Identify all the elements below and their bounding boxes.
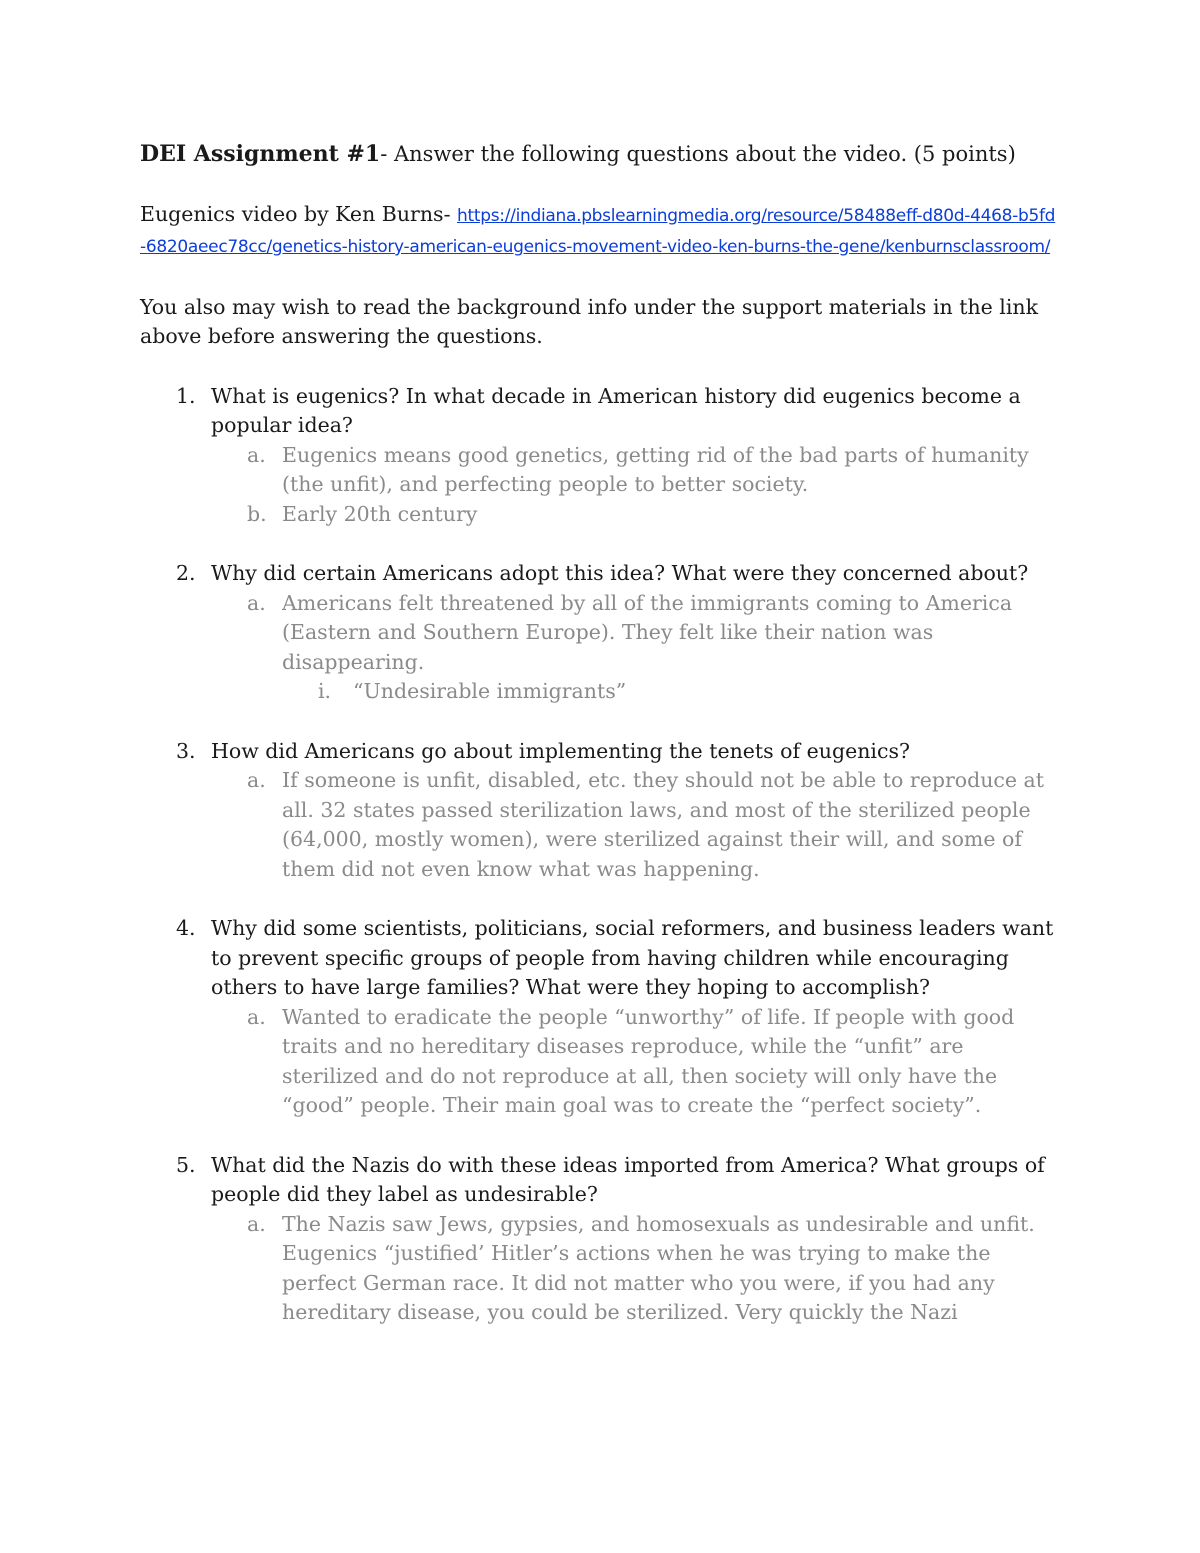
- question-text: Why did some scientists, politicians, social reformers, and business leaders want to prevent specific groups of people from having children while encouraging others to have large families? What were they hoping to accomplish?: [211, 916, 1054, 999]
- answer-1b: [211, 500, 1060, 530]
- answers-list: [211, 441, 1060, 530]
- answer-text: Early 20th century: [282, 501, 478, 526]
- questions-list: [140, 382, 1060, 1328]
- answer-2a: [211, 589, 1060, 707]
- video-label: Eugenics video by Ken Burns-: [140, 201, 458, 226]
- answers-list: [211, 589, 1060, 707]
- answers-list: [211, 766, 1060, 884]
- question-3: [140, 737, 1060, 885]
- answer-text: Eugenics means good genetics, getting rid of the bad parts of humanity (the unfit), and perfecting people to better society.: [282, 442, 1029, 496]
- answer-1a: [211, 441, 1060, 500]
- question-number: 4.: [176, 916, 196, 940]
- question-text: How did Americans go about implementing the tenets of eugenics?: [211, 738, 910, 763]
- question-number: 3.: [176, 738, 196, 763]
- question-4: [140, 914, 1060, 1121]
- answer-letter: a.: [247, 1004, 266, 1029]
- subanswers-list: [282, 677, 1060, 707]
- answer-2a-i: [282, 677, 1060, 707]
- subanswer-text: “Undesirable immigrants”: [353, 679, 627, 703]
- assignment-instructions: - Answer the following questions about the video. (5 points): [380, 142, 1016, 166]
- question-number: 5.: [176, 1152, 196, 1177]
- answer-letter: b.: [247, 501, 267, 526]
- video-reference: [140, 200, 1060, 263]
- question-text: What is eugenics? In what decade in American history did eugenics become a popular idea?: [211, 383, 1021, 437]
- assignment-heading: [140, 140, 1060, 170]
- answers-list: [211, 1003, 1060, 1121]
- question-text: What did the Nazis do with these ideas imported from America? What groups of people did they label as undesirable?: [211, 1152, 1045, 1206]
- answer-text: If someone is unfit, disabled, etc. they should not be able to reproduce at all. 32 states passed sterilization laws, and most of the sterilized people (64,000, mostly women), were sterilized against their will, and some of them did not even know what was happening.: [282, 768, 1045, 881]
- intro-paragraph: You also may wish to read the background info under the support materials in the link above before answering the questions.: [140, 294, 1039, 348]
- answer-letter: a.: [247, 1211, 266, 1236]
- question-number: 1.: [176, 383, 196, 408]
- question-5: [140, 1151, 1060, 1328]
- answer-5a: [211, 1210, 1060, 1328]
- assignment-title: DEI Assignment #1: [140, 141, 381, 167]
- answer-letter: a.: [247, 590, 266, 615]
- video-link[interactable]: https://indiana.pbslearningmedia.org/resource/58488eff-d80d-4468-b5fd-6820aeec78cc/genetics-history-american-eugenics-movement-video-ken-burns-the-gene/kenburnsclassroom/: [140, 205, 1056, 257]
- answer-4a: [211, 1003, 1060, 1121]
- answer-text: Americans felt threatened by all of the immigrants coming to America (Eastern and Southern Europe). They felt like their nation was disappearing.: [282, 590, 1013, 674]
- question-number: 2.: [176, 561, 196, 585]
- answer-letter: a.: [247, 442, 266, 467]
- answers-list: [211, 1210, 1060, 1328]
- question-1: [140, 382, 1060, 530]
- answer-3a: [211, 766, 1060, 884]
- subanswer-letter: i.: [318, 679, 332, 703]
- answer-text: Wanted to eradicate the people “unworthy” of life. If people with good traits and no hereditary diseases reproduce, while the “unfit” are sterilized and do not reproduce at all, then society will only have the “good” people. Their main goal was to create the “perfect society”.: [282, 1004, 1015, 1117]
- question-text: Why did certain Americans adopt this idea? What were they concerned about?: [211, 561, 1029, 585]
- question-2: [140, 559, 1060, 707]
- answer-text: The Nazis saw Jews, gypsies, and homosexuals as undesirable and unfit. Eugenics “justified’ Hitler’s actions when he was trying to make the perfect German race. It did not matter who you were, if you had any hereditary disease, you could be sterilized. Very quickly the Nazi: [282, 1211, 1035, 1324]
- answer-letter: a.: [247, 768, 266, 792]
